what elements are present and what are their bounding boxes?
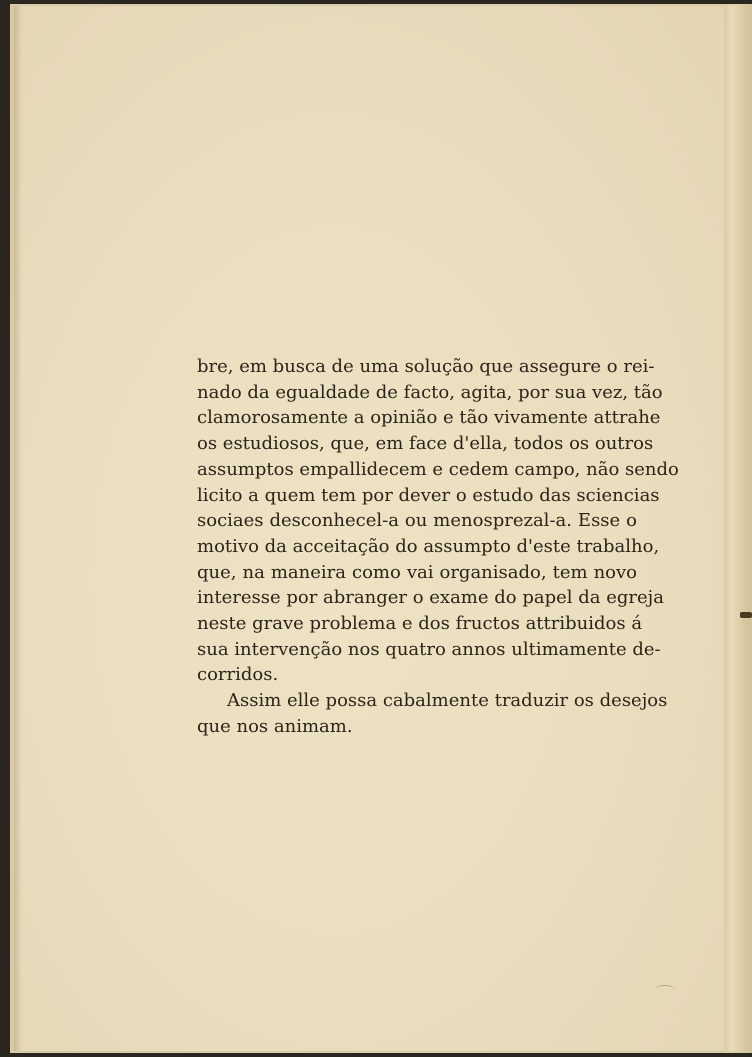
paragraph-1 xyxy=(197,354,679,688)
text-line: motivo da acceitação do assumpto d'este trabalho, xyxy=(197,535,660,557)
text-line: sociaes desconhecel-a ou menosprezal-a. Esse o xyxy=(197,510,637,532)
text-line: sua intervenção nos quatro annos ultimamente de- xyxy=(197,638,661,660)
page-fore-edge xyxy=(724,6,744,1051)
text-line: bre, em busca de uma solução que assegure o rei- xyxy=(197,356,655,377)
text-line: clamorosamente a opinião e tão vivamente attrahe xyxy=(197,407,661,429)
text-line: que, na maneira como vai organisado, tem novo xyxy=(197,561,637,583)
text-line: Assim elle possa cabalmente traduzir os desejos xyxy=(227,690,668,712)
text-line: que nos animam. xyxy=(197,715,353,737)
text-line: assumptos empallidecem e cedem campo, não sendo xyxy=(197,458,679,480)
text-line: licito a quem tem por dever o estudo das sciencias xyxy=(197,484,660,506)
paragraph-2 xyxy=(197,688,668,739)
text-line: neste grave problema e dos fructos attribuidos á xyxy=(197,613,643,635)
spine-shadow xyxy=(14,6,22,1051)
page-tab-mark xyxy=(740,612,752,618)
text-line: corridos. xyxy=(197,664,279,686)
body-text xyxy=(197,354,679,740)
text-line: nado da egualdade de facto, agita, por sua vez, tão xyxy=(197,381,663,403)
text-line: os estudiosos, que, em face d'ella, todos os outros xyxy=(197,433,654,455)
pencil-mark xyxy=(655,985,675,994)
text-line: interesse por abranger o exame do papel da egreja xyxy=(197,587,664,609)
